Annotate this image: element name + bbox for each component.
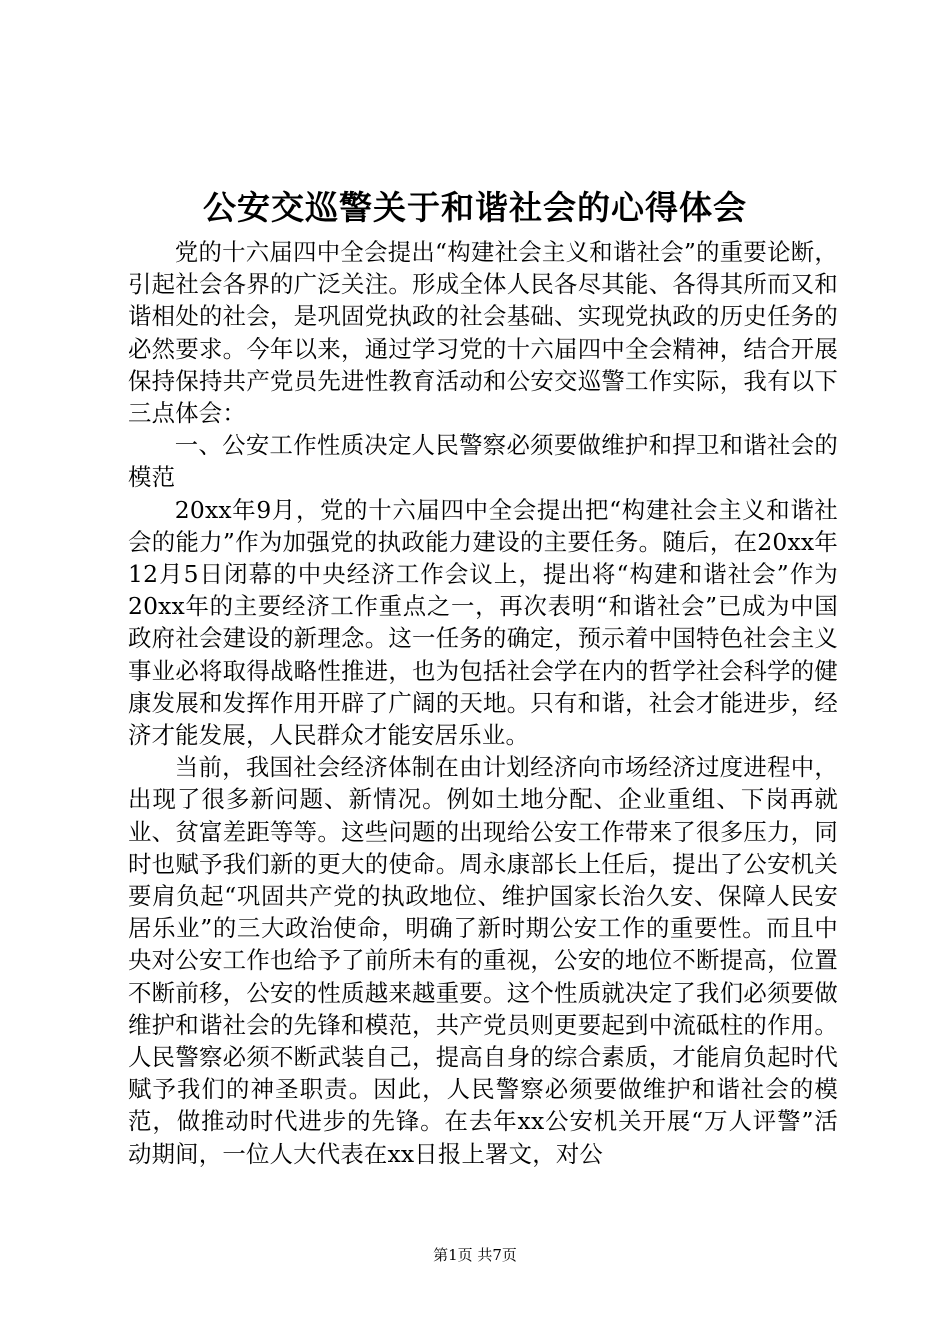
paragraph-2: 20xx年9月，党的十六届四中全会提出把“构建社会主义和谐社会的能力”作为加强党的执政能力建设的主要任务。随后，在20xx年12月5日闭幕的中央经济工作会议上，提出将“构建和谐社会”作为20xx年的主要经济工作重点之一，再次表明“和谐社会”已成为中国政府社会建设的新理念。这一任务的确定，预示着中国特色社会主义事业必将取得战略性推进，也为包括社会学在内的哲学社会科学的健康发展和发挥作用开辟了广阔的天地。只有和谐，社会才能进步，经济才能发展，人民群众才能安居乐业。 [128,495,838,750]
document-body [128,236,838,1170]
page-number: 第1页 共7页 [433,1246,517,1264]
paragraph-3: 当前，我国社会经济体制在由计划经济向市场经济过度进程中，出现了很多新问题、新情况。例如土地分配、企业重组、下岗再就业、贫富差距等等。这些问题的出现给公安工作带来了很多压力，同时也赋予我们新的更大的使命。周永康部长上任后，提出了公安机关要肩负起“巩固共产党的执政地位、维护国家长治久安、保障人民安居乐业”的三大政治使命，明确了新时期公安工作的重要性。而且中央对公安工作也给予了前所未有的重视，公安的地位不断提高，位置不断前移，公安的性质越来越重要。这个性质就决定了我们必须要做维护和谐社会的先锋和模范，共产党员则更要起到中流砥柱的作用。人民警察必须不断武装自己，提高自身的综合素质，才能肩负起时代赋予我们的神圣职责。因此，人民警察必须要做维护和谐社会的模范，做推动时代进步的先锋。在去年xx公安机关开展“万人评警”活动期间，一位人大代表在xx日报上署文，对公 [128,753,838,1168]
document-title: 公安交巡警关于和谐社会的心得体会 [203,188,747,227]
section-heading-1: 一、公安工作性质决定人民警察必须要做维护和捍卫和谐社会的模范 [128,431,838,492]
paragraph-intro: 党的十六届四中全会提出“构建社会主义和谐社会”的重要论断，引起社会各界的广泛关注。形成全体人民各尽其能、各得其所而又和谐相处的社会，是巩固党执政的社会基础、实现党执政的历史任务的必然要求。今年以来，通过学习党的十六届四中全会精神，结合开展保持保持共产党员先进性教育活动和公安交巡警工作实际，我有以下三点体会： [128,238,838,428]
